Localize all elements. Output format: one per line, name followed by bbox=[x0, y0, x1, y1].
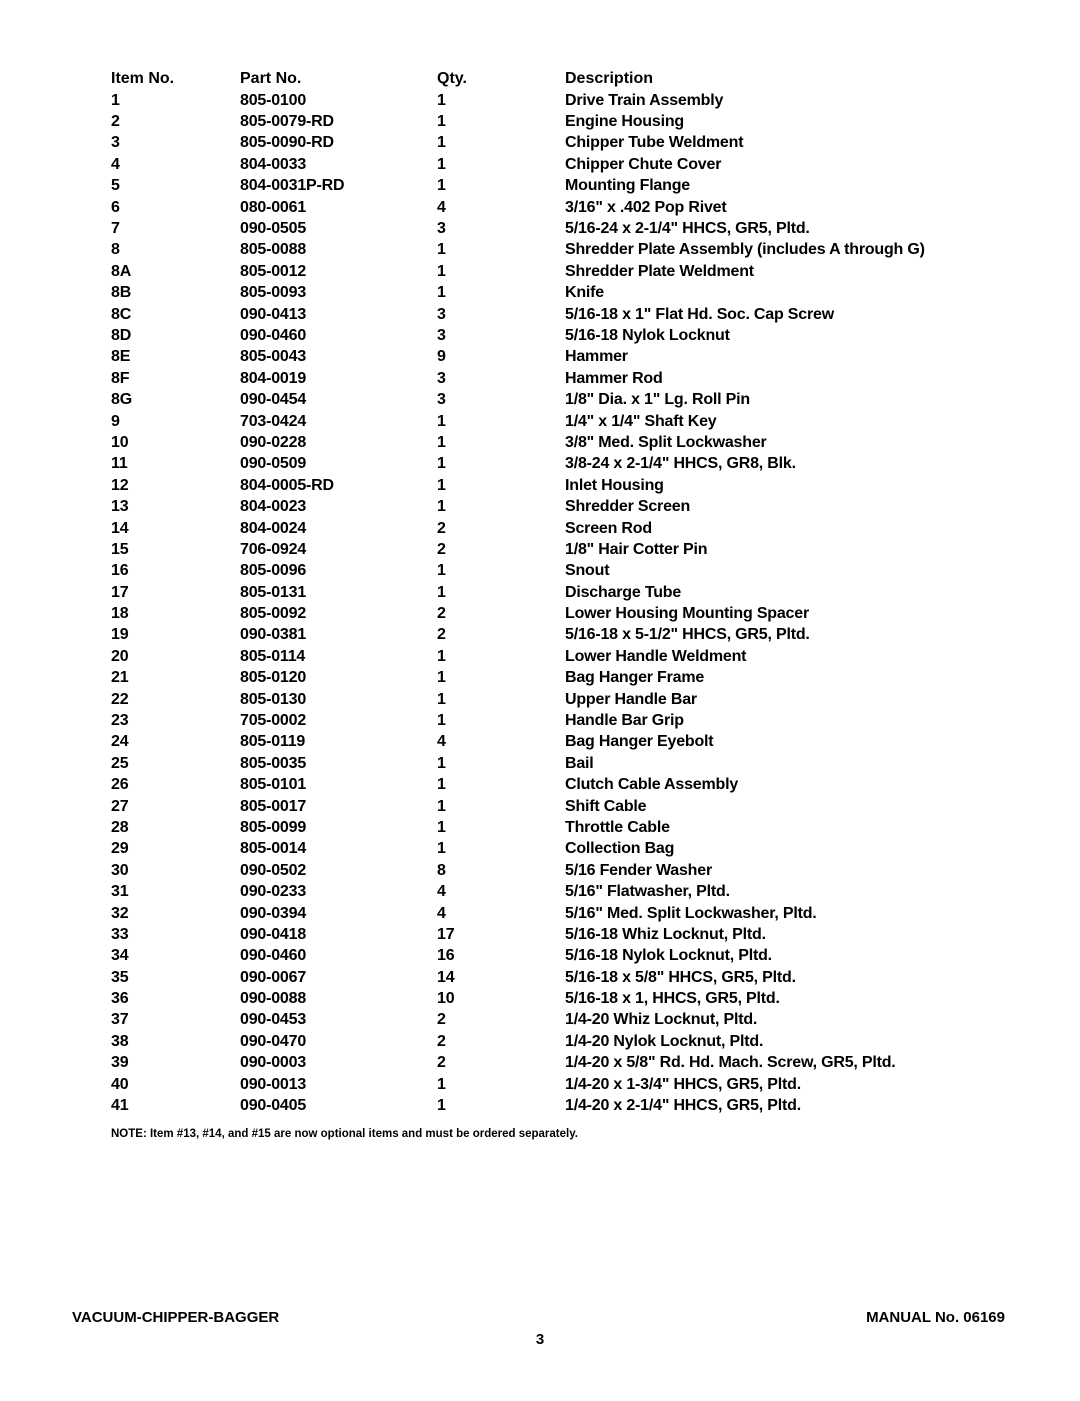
cell-part-no: 090-0502 bbox=[240, 861, 307, 879]
cell-part-no: 805-0092 bbox=[240, 605, 307, 623]
cell-part-no: 804-0023 bbox=[240, 498, 307, 516]
cell-item-no: 32 bbox=[111, 904, 129, 922]
cell-description: 1/4-20 x 1-3/4" HHCS, GR5, Pltd. bbox=[565, 1075, 801, 1093]
cell-part-no: 805-0088 bbox=[240, 241, 307, 259]
header-item-no: Item No. bbox=[111, 70, 175, 87]
cell-qty: 1 bbox=[437, 134, 446, 152]
table-row bbox=[111, 860, 971, 881]
cell-description: Chipper Chute Cover bbox=[565, 155, 722, 173]
table-body bbox=[111, 90, 971, 1117]
cell-item-no: 24 bbox=[111, 733, 129, 751]
cell-qty: 1 bbox=[437, 113, 446, 131]
cell-item-no: 41 bbox=[111, 1097, 129, 1115]
cell-description: 5/16-18 Whiz Locknut, Pltd. bbox=[565, 925, 766, 943]
cell-description: Bag Hanger Frame bbox=[565, 669, 705, 687]
cell-item-no: 28 bbox=[111, 818, 129, 836]
cell-item-no: 5 bbox=[111, 177, 120, 195]
table-row bbox=[111, 539, 971, 560]
cell-part-no: 805-0012 bbox=[240, 262, 307, 280]
cell-item-no: 34 bbox=[111, 947, 129, 965]
header-part-no: Part No. bbox=[240, 70, 302, 87]
cell-description: Handle Bar Grip bbox=[565, 712, 684, 730]
cell-qty: 1 bbox=[437, 177, 446, 195]
cell-qty: 1 bbox=[437, 476, 446, 494]
cell-part-no: 090-0394 bbox=[240, 904, 307, 922]
table-row bbox=[111, 218, 971, 239]
cell-item-no: 30 bbox=[111, 861, 129, 879]
cell-description: Shredder Plate Weldment bbox=[565, 262, 754, 280]
cell-description: Mounting Flange bbox=[565, 177, 690, 195]
cell-part-no: 805-0131 bbox=[240, 583, 307, 601]
cell-qty: 16 bbox=[437, 947, 455, 965]
cell-qty: 14 bbox=[437, 968, 455, 986]
table-row bbox=[111, 1074, 971, 1095]
cell-part-no: 090-0233 bbox=[240, 883, 307, 901]
cell-qty: 17 bbox=[437, 925, 455, 943]
cell-part-no: 090-0405 bbox=[240, 1097, 307, 1115]
cell-part-no: 805-0043 bbox=[240, 348, 307, 366]
cell-item-no: 8E bbox=[111, 348, 131, 366]
cell-description: Collection Bag bbox=[565, 840, 675, 858]
table-row bbox=[111, 561, 971, 582]
cell-item-no: 14 bbox=[111, 519, 129, 537]
cell-qty: 2 bbox=[437, 519, 446, 537]
cell-part-no: 804-0019 bbox=[240, 369, 307, 387]
cell-item-no: 25 bbox=[111, 754, 129, 772]
cell-qty: 1 bbox=[437, 818, 446, 836]
cell-part-no: 090-0413 bbox=[240, 305, 307, 323]
cell-part-no: 090-0460 bbox=[240, 947, 307, 965]
table-row bbox=[111, 133, 971, 154]
cell-item-no: 3 bbox=[111, 134, 120, 152]
cell-part-no: 090-0509 bbox=[240, 455, 307, 473]
cell-part-no: 090-0418 bbox=[240, 925, 307, 943]
cell-part-no: 090-0381 bbox=[240, 626, 307, 644]
cell-item-no: 31 bbox=[111, 883, 129, 901]
cell-item-no: 10 bbox=[111, 433, 129, 451]
table-row bbox=[111, 1010, 971, 1031]
cell-description: Engine Housing bbox=[565, 113, 684, 131]
cell-item-no: 23 bbox=[111, 712, 129, 730]
table-row bbox=[111, 154, 971, 175]
cell-qty: 1 bbox=[437, 455, 446, 473]
table-row bbox=[111, 475, 971, 496]
cell-item-no: 37 bbox=[111, 1011, 129, 1029]
cell-qty: 1 bbox=[437, 690, 446, 708]
cell-description: Clutch Cable Assembly bbox=[565, 776, 739, 794]
table-row bbox=[111, 261, 971, 282]
table-row bbox=[111, 197, 971, 218]
table-row bbox=[111, 283, 971, 304]
cell-qty: 2 bbox=[437, 540, 446, 558]
cell-part-no: 805-0090-RD bbox=[240, 134, 334, 152]
cell-item-no: 7 bbox=[111, 220, 120, 238]
cell-qty: 3 bbox=[437, 391, 446, 409]
cell-description: 5/16-18 x 5/8" HHCS, GR5, Pltd. bbox=[565, 968, 796, 986]
cell-qty: 4 bbox=[437, 733, 446, 751]
cell-part-no: 805-0017 bbox=[240, 797, 307, 815]
cell-description: 3/8-24 x 2-1/4" HHCS, GR8, Blk. bbox=[565, 455, 796, 473]
cell-item-no: 19 bbox=[111, 626, 129, 644]
cell-qty: 10 bbox=[437, 990, 455, 1008]
table-row bbox=[111, 668, 971, 689]
cell-item-no: 21 bbox=[111, 669, 129, 687]
cell-item-no: 16 bbox=[111, 562, 129, 580]
cell-description: Snout bbox=[565, 562, 610, 580]
cell-qty: 3 bbox=[437, 305, 446, 323]
table-row bbox=[111, 710, 971, 731]
cell-item-no: 8C bbox=[111, 305, 132, 323]
cell-qty: 2 bbox=[437, 605, 446, 623]
table-row bbox=[111, 432, 971, 453]
table-row bbox=[111, 732, 971, 753]
cell-description: Drive Train Assembly bbox=[565, 91, 724, 109]
table-row bbox=[111, 240, 971, 261]
cell-qty: 3 bbox=[437, 369, 446, 387]
table-header-row bbox=[111, 68, 971, 90]
cell-item-no: 1 bbox=[111, 91, 120, 109]
table-row bbox=[111, 90, 971, 111]
table-row bbox=[111, 881, 971, 902]
note-text: NOTE: Item #13, #14, and #15 are now optional items and must be ordered separately. bbox=[111, 1128, 578, 1140]
cell-description: Screen Rod bbox=[565, 519, 652, 537]
cell-item-no: 20 bbox=[111, 647, 129, 665]
table-row bbox=[111, 582, 971, 603]
cell-description: 5/16-18 x 1" Flat Hd. Soc. Cap Screw bbox=[565, 305, 834, 323]
cell-qty: 1 bbox=[437, 241, 446, 259]
cell-part-no: 805-0119 bbox=[240, 733, 306, 751]
table-row bbox=[111, 903, 971, 924]
cell-part-no: 090-0454 bbox=[240, 391, 307, 409]
cell-part-no: 090-0470 bbox=[240, 1032, 307, 1050]
cell-description: Lower Housing Mounting Spacer bbox=[565, 605, 809, 623]
cell-qty: 1 bbox=[437, 1097, 446, 1115]
cell-item-no: 36 bbox=[111, 990, 129, 1008]
table-row bbox=[111, 496, 971, 517]
cell-part-no: 805-0099 bbox=[240, 818, 307, 836]
cell-item-no: 8A bbox=[111, 262, 132, 280]
cell-part-no: 805-0035 bbox=[240, 754, 307, 772]
table-row bbox=[111, 967, 971, 988]
cell-part-no: 090-0453 bbox=[240, 1011, 307, 1029]
cell-qty: 3 bbox=[437, 326, 446, 344]
cell-description: 3/8" Med. Split Lockwasher bbox=[565, 433, 767, 451]
cell-qty: 4 bbox=[437, 883, 446, 901]
table-row bbox=[111, 518, 971, 539]
cell-description: 1/4-20 Whiz Locknut, Pltd. bbox=[565, 1011, 758, 1029]
cell-part-no: 805-0130 bbox=[240, 690, 307, 708]
table-row bbox=[111, 775, 971, 796]
cell-part-no: 804-0024 bbox=[240, 519, 307, 537]
cell-item-no: 8D bbox=[111, 326, 132, 344]
cell-item-no: 2 bbox=[111, 113, 120, 131]
cell-description: 1/4-20 x 5/8" Rd. Hd. Mach. Screw, GR5, Pltd. bbox=[565, 1054, 896, 1072]
footer-product-name: VACUUM-CHIPPER-BAGGER bbox=[72, 1309, 280, 1326]
cell-qty: 9 bbox=[437, 348, 446, 366]
cell-description: Upper Handle Bar bbox=[565, 690, 697, 708]
cell-part-no: 090-0505 bbox=[240, 220, 307, 238]
cell-qty: 1 bbox=[437, 284, 446, 302]
cell-description: 5/16-18 Nylok Locknut bbox=[565, 326, 730, 344]
cell-part-no: 805-0114 bbox=[240, 647, 306, 665]
table-row bbox=[111, 1031, 971, 1052]
cell-item-no: 8G bbox=[111, 391, 132, 409]
table-row bbox=[111, 368, 971, 389]
cell-qty: 1 bbox=[437, 712, 446, 730]
cell-qty: 1 bbox=[437, 669, 446, 687]
cell-item-no: 38 bbox=[111, 1032, 129, 1050]
cell-item-no: 26 bbox=[111, 776, 129, 794]
table-row bbox=[111, 389, 971, 410]
cell-description: 5/16-18 x 5-1/2" HHCS, GR5, Pltd. bbox=[565, 626, 810, 644]
cell-qty: 2 bbox=[437, 1054, 446, 1072]
cell-qty: 1 bbox=[437, 754, 446, 772]
cell-description: 5/16 Fender Washer bbox=[565, 861, 712, 879]
cell-item-no: 35 bbox=[111, 968, 129, 986]
cell-description: Inlet Housing bbox=[565, 476, 664, 494]
cell-qty: 1 bbox=[437, 583, 446, 601]
cell-qty: 4 bbox=[437, 198, 446, 216]
cell-description: Hammer Rod bbox=[565, 369, 663, 387]
cell-part-no: 080-0061 bbox=[240, 198, 307, 216]
cell-item-no: 4 bbox=[111, 155, 120, 173]
table-row bbox=[111, 689, 971, 710]
cell-part-no: 090-0003 bbox=[240, 1054, 307, 1072]
cell-item-no: 27 bbox=[111, 797, 129, 815]
cell-description: Knife bbox=[565, 284, 605, 302]
cell-description: 1/8" Dia. x 1" Lg. Roll Pin bbox=[565, 391, 750, 409]
table-row bbox=[111, 796, 971, 817]
table-row bbox=[111, 111, 971, 132]
cell-qty: 1 bbox=[437, 412, 446, 430]
cell-qty: 8 bbox=[437, 861, 446, 879]
cell-item-no: 33 bbox=[111, 925, 129, 943]
header-description: Description bbox=[565, 70, 654, 87]
cell-item-no: 12 bbox=[111, 476, 129, 494]
cell-part-no: 090-0228 bbox=[240, 433, 307, 451]
cell-part-no: 090-0088 bbox=[240, 990, 307, 1008]
cell-part-no: 805-0093 bbox=[240, 284, 307, 302]
cell-qty: 1 bbox=[437, 91, 446, 109]
parts-list-table bbox=[111, 68, 971, 1117]
cell-item-no: 17 bbox=[111, 583, 129, 601]
cell-part-no: 805-0100 bbox=[240, 91, 307, 109]
table-row bbox=[111, 347, 971, 368]
cell-item-no: 22 bbox=[111, 690, 129, 708]
cell-description: 5/16" Med. Split Lockwasher, Pltd. bbox=[565, 904, 817, 922]
cell-description: 5/16-18 Nylok Locknut, Pltd. bbox=[565, 947, 772, 965]
cell-item-no: 6 bbox=[111, 198, 120, 216]
cell-part-no: 805-0101 bbox=[240, 776, 307, 794]
cell-qty: 1 bbox=[437, 498, 446, 516]
cell-part-no: 804-0033 bbox=[240, 155, 307, 173]
cell-part-no: 703-0424 bbox=[240, 412, 307, 430]
cell-qty: 1 bbox=[437, 840, 446, 858]
cell-item-no: 39 bbox=[111, 1054, 129, 1072]
cell-part-no: 805-0096 bbox=[240, 562, 307, 580]
cell-qty: 3 bbox=[437, 220, 446, 238]
cell-description: Hammer bbox=[565, 348, 628, 366]
cell-qty: 4 bbox=[437, 904, 446, 922]
cell-description: 1/8" Hair Cotter Pin bbox=[565, 540, 708, 558]
cell-item-no: 18 bbox=[111, 605, 129, 623]
cell-description: Bag Hanger Eyebolt bbox=[565, 733, 714, 751]
cell-item-no: 40 bbox=[111, 1075, 129, 1093]
cell-qty: 1 bbox=[437, 647, 446, 665]
cell-item-no: 8B bbox=[111, 284, 132, 302]
cell-qty: 1 bbox=[437, 262, 446, 280]
cell-description: 5/16-24 x 2-1/4" HHCS, GR5, Pltd. bbox=[565, 220, 810, 238]
table-row bbox=[111, 753, 971, 774]
table-row bbox=[111, 817, 971, 838]
table-row bbox=[111, 946, 971, 967]
cell-description: 1/4" x 1/4" Shaft Key bbox=[565, 412, 717, 430]
cell-part-no: 805-0079-RD bbox=[240, 113, 334, 131]
cell-qty: 1 bbox=[437, 155, 446, 173]
table-row bbox=[111, 454, 971, 475]
cell-qty: 1 bbox=[437, 797, 446, 815]
cell-item-no: 29 bbox=[111, 840, 129, 858]
cell-part-no: 090-0067 bbox=[240, 968, 307, 986]
cell-qty: 1 bbox=[437, 1075, 446, 1093]
table-row bbox=[111, 1095, 971, 1116]
cell-qty: 2 bbox=[437, 626, 446, 644]
cell-item-no: 8 bbox=[111, 241, 120, 259]
cell-qty: 2 bbox=[437, 1011, 446, 1029]
cell-description: Lower Handle Weldment bbox=[565, 647, 747, 665]
cell-description: Shredder Plate Assembly (includes A through G) bbox=[565, 241, 925, 259]
cell-description: Discharge Tube bbox=[565, 583, 682, 601]
cell-description: 1/4-20 x 2-1/4" HHCS, GR5, Pltd. bbox=[565, 1097, 801, 1115]
table-row bbox=[111, 625, 971, 646]
cell-description: Bail bbox=[565, 754, 594, 772]
table-row bbox=[111, 988, 971, 1009]
table-row bbox=[111, 176, 971, 197]
cell-part-no: 705-0002 bbox=[240, 712, 307, 730]
cell-part-no: 804-0031P-RD bbox=[240, 177, 345, 195]
cell-description: 5/16-18 x 1, HHCS, GR5, Pltd. bbox=[565, 990, 780, 1008]
cell-item-no: 9 bbox=[111, 412, 120, 430]
table-row bbox=[111, 839, 971, 860]
cell-description: 1/4-20 Nylok Locknut, Pltd. bbox=[565, 1032, 764, 1050]
table-row bbox=[111, 304, 971, 325]
cell-description: Chipper Tube Weldment bbox=[565, 134, 744, 152]
page-number: 3 bbox=[535, 1331, 545, 1348]
table-row bbox=[111, 603, 971, 624]
cell-part-no: 090-0013 bbox=[240, 1075, 307, 1093]
table-row bbox=[111, 411, 971, 432]
table-row bbox=[111, 1053, 971, 1074]
header-qty: Qty. bbox=[437, 70, 467, 87]
cell-part-no: 090-0460 bbox=[240, 326, 307, 344]
cell-qty: 1 bbox=[437, 776, 446, 794]
cell-description: Throttle Cable bbox=[565, 818, 670, 836]
cell-part-no: 805-0014 bbox=[240, 840, 307, 858]
table-row bbox=[111, 646, 971, 667]
cell-item-no: 11 bbox=[111, 455, 128, 473]
footer-manual-number: MANUAL No. 06169 bbox=[866, 1309, 1005, 1326]
cell-qty: 2 bbox=[437, 1032, 446, 1050]
cell-item-no: 15 bbox=[111, 540, 129, 558]
table-row bbox=[111, 325, 971, 346]
cell-description: 5/16" Flatwasher, Pltd. bbox=[565, 883, 730, 901]
cell-item-no: 8F bbox=[111, 369, 130, 387]
cell-part-no: 804-0005-RD bbox=[240, 476, 334, 494]
cell-description: Shift Cable bbox=[565, 797, 647, 815]
cell-part-no: 706-0924 bbox=[240, 540, 307, 558]
cell-part-no: 805-0120 bbox=[240, 669, 307, 687]
cell-item-no: 13 bbox=[111, 498, 129, 516]
cell-qty: 1 bbox=[437, 562, 446, 580]
table-row bbox=[111, 924, 971, 945]
cell-description: 3/16" x .402 Pop Rivet bbox=[565, 198, 727, 216]
cell-qty: 1 bbox=[437, 433, 446, 451]
cell-description: Shredder Screen bbox=[565, 498, 691, 516]
